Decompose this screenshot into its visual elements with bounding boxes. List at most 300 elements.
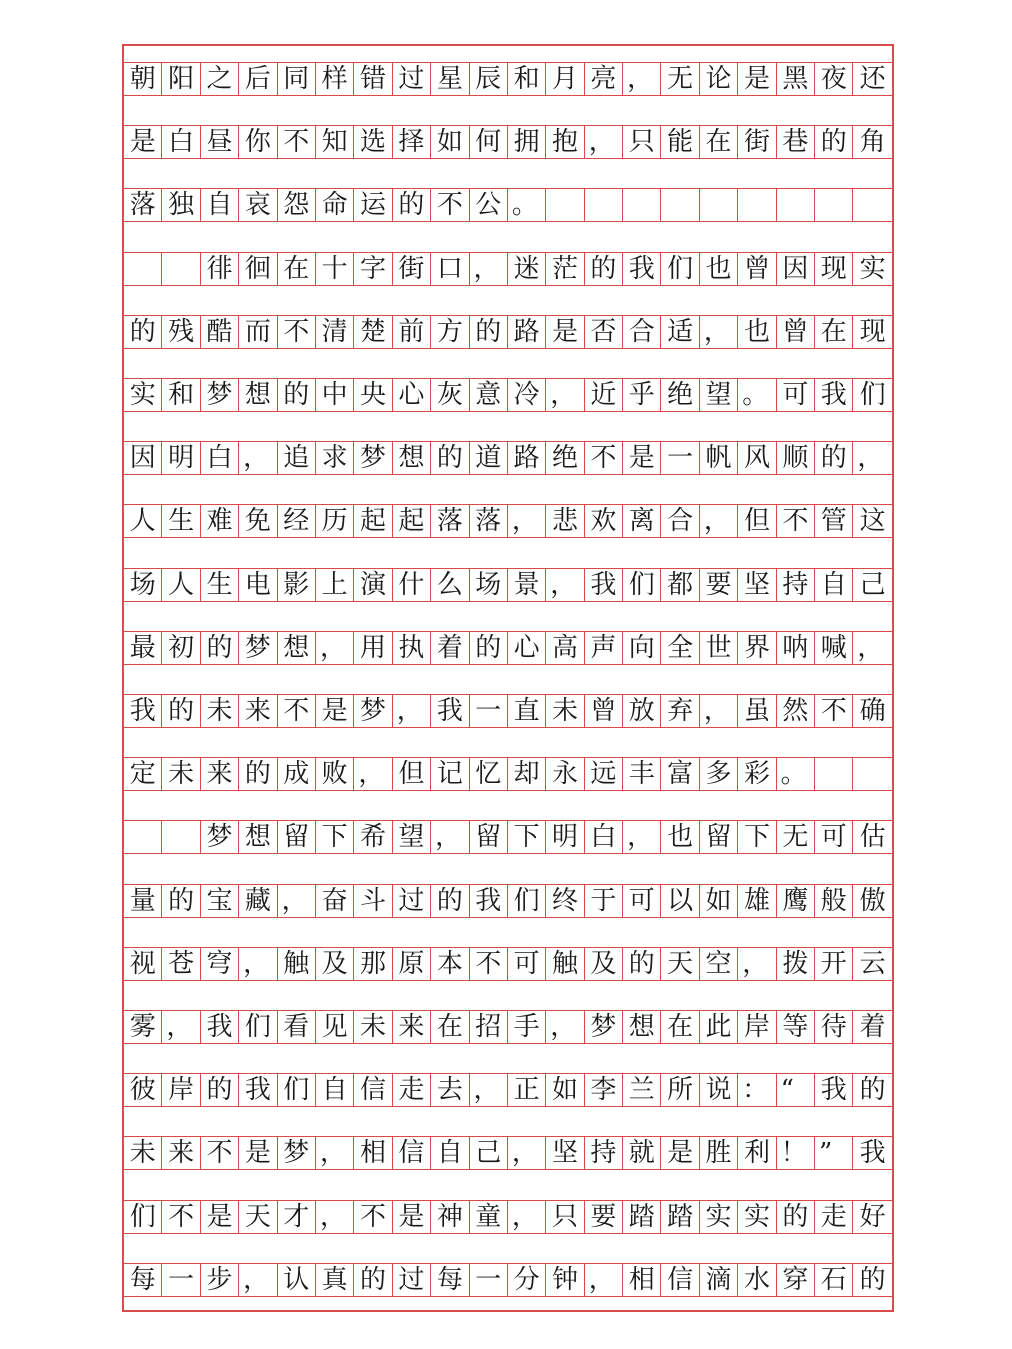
grid-cell: 起: [354, 505, 392, 537]
grid-cell: 一: [470, 695, 508, 727]
grid-cell: 拨: [777, 948, 815, 980]
grid-cell: 来: [393, 1011, 431, 1043]
grid-cell: 可: [508, 948, 546, 980]
grid-cell: 绝: [661, 379, 699, 411]
grid-cell: 。: [738, 379, 776, 411]
grid-cell: 现: [859, 316, 886, 347]
grid-cell: 生: [201, 569, 239, 601]
grid-cell: 世: [700, 632, 738, 664]
grid-cell: 抱: [546, 126, 584, 158]
grid-cell: [124, 821, 162, 853]
grid-cell: 未: [546, 695, 584, 727]
grid-cell: 们: [661, 253, 699, 285]
grid-cell: ：: [738, 1074, 776, 1106]
grid-cell: 但: [393, 758, 431, 790]
grid-cell: 在: [431, 1011, 469, 1043]
grid-cell: 可: [815, 821, 853, 853]
grid-cell: 可: [623, 885, 661, 917]
grid-cell: 自: [201, 189, 239, 221]
grid-cell: 意: [470, 379, 508, 411]
grid-cell: 最: [124, 632, 162, 664]
grid-cell: ，: [470, 253, 508, 285]
grid-cell: 童: [470, 1201, 508, 1233]
grid-cell: 却: [508, 758, 546, 790]
grid-cell: 合: [623, 316, 661, 348]
text-line: [124, 125, 892, 159]
grid-cell: 向: [623, 632, 661, 664]
grid-cell: 过: [393, 885, 431, 917]
grid-cell: 雾: [124, 1011, 162, 1043]
grid-cell: 坚: [738, 569, 776, 601]
grid-cell: 昼: [201, 126, 239, 158]
grid-cell: 胜: [700, 1137, 738, 1169]
grid-cell: 是: [124, 126, 162, 158]
grid-cell: 败: [316, 758, 354, 790]
grid-cell: 们: [508, 885, 546, 917]
grid-cell: 起: [393, 505, 431, 537]
grid-cell: 实: [738, 1201, 776, 1233]
grid-cell: 错: [354, 63, 392, 95]
grid-cell: 一: [661, 442, 699, 474]
grid-cell: 用: [354, 632, 392, 664]
grid-cell: 们: [124, 1201, 162, 1233]
grid-cell: 然: [777, 695, 815, 727]
grid-cell: 分: [508, 1264, 546, 1296]
grid-cell: 丰: [623, 758, 661, 790]
grid-cell: 估: [859, 822, 886, 853]
text-line: [124, 1010, 892, 1044]
grid-cell: 的: [239, 758, 277, 790]
grid-cell: 么: [431, 569, 469, 601]
grid-cell: 迷: [508, 253, 546, 285]
grid-cell: 的: [201, 1074, 239, 1106]
grid-cell: 自: [316, 1074, 354, 1106]
grid-cell: 免: [239, 505, 277, 537]
grid-cell: 也: [738, 316, 776, 348]
grid-cell: 于: [585, 885, 623, 917]
grid-cell: 前: [393, 316, 431, 348]
grid-cell: 留: [278, 821, 316, 853]
text-line: [124, 820, 892, 854]
grid-cell: 下: [316, 821, 354, 853]
grid-cell: ，: [546, 569, 584, 601]
grid-cell: 着: [431, 632, 469, 664]
grid-cell: 我: [815, 379, 853, 411]
grid-cell: 落: [124, 189, 162, 221]
text-line: [124, 504, 892, 538]
grid-cell: 此: [700, 1011, 738, 1043]
grid-cell: 永: [546, 758, 584, 790]
grid-cell: 穿: [777, 1264, 815, 1296]
grid-cell: 神: [431, 1201, 469, 1233]
grid-cell: 下: [508, 821, 546, 853]
grid-cell: 我: [623, 253, 661, 285]
grid-cell: 口: [431, 253, 469, 285]
grid-cell: 梦: [278, 1137, 316, 1169]
grid-cell: 才: [278, 1201, 316, 1233]
text-line: [124, 694, 892, 728]
grid-cell: 的: [777, 1201, 815, 1233]
grid-cell: 什: [393, 569, 431, 601]
grid-cell: 方: [431, 316, 469, 348]
composition-grid-paper: [122, 44, 894, 1312]
grid-cell: 待: [815, 1011, 853, 1043]
grid-cell: 高: [546, 632, 584, 664]
grid-cell: 所: [661, 1074, 699, 1106]
grid-cell: 如: [546, 1074, 584, 1106]
grid-cell: ”: [815, 1137, 853, 1169]
grid-cell: 论: [700, 63, 738, 95]
grid-cell: 自: [431, 1137, 469, 1169]
grid-cell: 阳: [162, 63, 200, 95]
grid-cell: 初: [162, 632, 200, 664]
grid-cell: 电: [239, 569, 277, 601]
grid-cell: 希: [354, 821, 392, 853]
grid-cell: 落: [431, 505, 469, 537]
grid-cell: 在: [815, 316, 853, 348]
grid-cell: 是: [239, 1137, 277, 1169]
grid-cell: 真: [316, 1264, 354, 1296]
grid-cell: ，: [623, 63, 661, 95]
grid-cell: 管: [815, 505, 853, 537]
grid-cell: 等: [777, 1011, 815, 1043]
text-line: [124, 1073, 892, 1107]
grid-cell: 街: [738, 126, 776, 158]
text-line: [124, 252, 892, 286]
grid-cell: 辰: [470, 63, 508, 95]
grid-cell: 生: [162, 505, 200, 537]
grid-cell: 我: [124, 695, 162, 727]
grid-cell: 灰: [431, 379, 469, 411]
grid-cell: 无: [777, 821, 815, 853]
grid-cell: 是: [738, 63, 776, 95]
grid-cell: 步: [201, 1264, 239, 1296]
grid-cell: ，: [393, 695, 431, 727]
grid-cell: 历: [316, 505, 354, 537]
grid-cell: 在: [700, 126, 738, 158]
grid-cell: 实: [124, 379, 162, 411]
grid-cell: 穹: [201, 948, 239, 980]
grid-cell: 残: [162, 316, 200, 348]
grid-cell: 但: [738, 505, 776, 537]
grid-cell: 难: [201, 505, 239, 537]
grid-cell: 角: [859, 127, 886, 158]
grid-cell: 的: [585, 253, 623, 285]
grid-cell: ，: [857, 632, 884, 663]
grid-cell: 傲: [859, 885, 886, 916]
grid-cell: 不: [354, 1201, 392, 1233]
grid-cell: 兰: [623, 1074, 661, 1106]
grid-cell: 要: [700, 569, 738, 601]
grid-cell: 未: [354, 1011, 392, 1043]
grid-cell: 那: [354, 948, 392, 980]
grid-cell: 的: [278, 379, 316, 411]
grid-cell: 现: [815, 253, 853, 285]
grid-cell: 因: [124, 442, 162, 474]
grid-cell: 都: [661, 569, 699, 601]
grid-cell: ，: [239, 442, 277, 474]
grid-cell: 公: [470, 189, 508, 221]
grid-cell: 无: [661, 63, 699, 95]
grid-cell: 触: [278, 948, 316, 980]
grid-cell: 利: [738, 1137, 776, 1169]
grid-cell: 人: [162, 569, 200, 601]
grid-cell: 的: [201, 632, 239, 664]
grid-cell: 不: [777, 505, 815, 537]
grid-cell: 我: [470, 885, 508, 917]
grid-cell: 来: [239, 695, 277, 727]
grid-cell: 梦: [239, 632, 277, 664]
grid-cell: 你: [239, 126, 277, 158]
grid-cell: [738, 189, 776, 221]
grid-cell: 宝: [201, 885, 239, 917]
grid-cell: 走: [815, 1201, 853, 1233]
grid-cell: 独: [162, 189, 200, 221]
grid-cell: 望: [700, 379, 738, 411]
grid-cell: 十: [316, 253, 354, 285]
grid-cell: 的: [124, 316, 162, 348]
grid-cell: 是: [316, 695, 354, 727]
grid-cell: 声: [585, 632, 623, 664]
grid-cell: 们: [623, 569, 661, 601]
grid-cell: 走: [393, 1074, 431, 1106]
grid-cell: 不: [278, 126, 316, 158]
grid-cell: 的: [815, 126, 853, 158]
grid-cell: ，: [508, 1137, 546, 1169]
text-line: [124, 1263, 892, 1297]
grid-cell: 弃: [661, 695, 699, 727]
grid-cell: 合: [661, 505, 699, 537]
grid-cell: ，: [857, 443, 884, 474]
grid-cell: 离: [623, 505, 661, 537]
text-line: [124, 378, 892, 412]
grid-cell: 量: [124, 885, 162, 917]
grid-cell: 场: [124, 569, 162, 601]
grid-cell: 拥: [508, 126, 546, 158]
grid-cell: 曾: [777, 316, 815, 348]
grid-cell: 奋: [316, 885, 354, 917]
grid-cell: 乎: [623, 379, 661, 411]
grid-cell: 远: [585, 758, 623, 790]
grid-cell: 白: [162, 126, 200, 158]
grid-cell: 望: [393, 821, 431, 853]
grid-cell: 是: [623, 442, 661, 474]
grid-cell: 路: [508, 442, 546, 474]
grid-cell: 每: [431, 1264, 469, 1296]
text-line: [124, 884, 892, 918]
text-line: [124, 947, 892, 981]
grid-cell: 空: [700, 948, 738, 980]
grid-cell: 一: [470, 1264, 508, 1296]
grid-cell: 还: [859, 64, 886, 94]
grid-cell: 风: [738, 442, 776, 474]
grid-cell: 。: [508, 189, 546, 221]
grid-cell: ，: [316, 1201, 354, 1233]
grid-cell: 苍: [162, 948, 200, 980]
grid-cell: 梦: [585, 1011, 623, 1043]
grid-cell: 留: [700, 821, 738, 853]
grid-cell: 滴: [700, 1264, 738, 1296]
grid-cell: 黑: [777, 63, 815, 95]
grid-cell: 认: [278, 1264, 316, 1296]
text-line: [124, 1136, 892, 1170]
grid-cell: 的: [354, 1264, 392, 1296]
grid-cell: 藏: [239, 885, 277, 917]
grid-cell: 白: [585, 821, 623, 853]
grid-cell: 可: [777, 379, 815, 411]
grid-cell: 每: [124, 1264, 162, 1296]
grid-cell: [853, 758, 891, 790]
text-line: [124, 1200, 892, 1234]
grid-cell: 开: [815, 948, 853, 980]
text-line: [124, 568, 892, 602]
grid-cell: [815, 758, 853, 790]
grid-cell: 也: [661, 821, 699, 853]
grid-cell: 街: [393, 253, 431, 285]
grid-cell: 何: [470, 126, 508, 158]
grid-cell: [661, 189, 699, 221]
grid-cell: 岸: [738, 1011, 776, 1043]
grid-cell: ，: [508, 1201, 546, 1233]
grid-cell: 后: [239, 63, 277, 95]
grid-cell: ，: [585, 126, 623, 158]
grid-cell: 如: [431, 126, 469, 158]
grid-cell: 坚: [546, 1137, 584, 1169]
grid-cell: 梦: [354, 442, 392, 474]
grid-cell: 在: [661, 1011, 699, 1043]
grid-cell: 来: [201, 758, 239, 790]
grid-cell: 我: [431, 695, 469, 727]
grid-cell: 界: [738, 632, 776, 664]
grid-cell: [546, 189, 584, 221]
grid-cell: 们: [239, 1011, 277, 1043]
grid-cell: ，: [700, 695, 738, 727]
grid-cell: 徘: [201, 253, 239, 285]
grid-cell: 留: [470, 821, 508, 853]
grid-cell: 我: [859, 1138, 886, 1169]
grid-cell: 想: [278, 632, 316, 664]
grid-cell: 不: [815, 695, 853, 727]
grid-cell: 成: [278, 758, 316, 790]
grid-cell: 去: [431, 1074, 469, 1106]
grid-cell: ，: [431, 821, 469, 853]
grid-cell: 想: [239, 379, 277, 411]
grid-cell: 的: [470, 632, 508, 664]
grid-cell: 顺: [777, 442, 815, 474]
grid-cell: 见: [316, 1011, 354, 1043]
grid-cell: 我: [815, 1074, 853, 1106]
grid-cell: 这: [859, 506, 886, 537]
text-line: [124, 631, 892, 665]
grid-cell: 央: [354, 379, 392, 411]
grid-cell: 招: [470, 1011, 508, 1043]
grid-cell: [700, 189, 738, 221]
grid-cell: 道: [470, 442, 508, 474]
grid-cell: [124, 253, 162, 285]
grid-cell: [585, 189, 623, 221]
grid-cell: ，: [162, 1011, 200, 1043]
grid-cell: 不: [431, 189, 469, 221]
grid-cell: 字: [354, 253, 392, 285]
grid-cell: 酷: [201, 316, 239, 348]
grid-cell: 信: [393, 1137, 431, 1169]
grid-cell: 未: [162, 758, 200, 790]
grid-cell: 好: [859, 1201, 886, 1232]
grid-cell: 中: [316, 379, 354, 411]
grid-cell: ，: [354, 758, 392, 790]
grid-cell: ，: [239, 1264, 277, 1296]
grid-cell: 我: [239, 1074, 277, 1106]
grid-cell: 是: [201, 1201, 239, 1233]
grid-cell: ！: [777, 1137, 815, 1169]
grid-cell: 原: [393, 948, 431, 980]
grid-cell: 手: [508, 1011, 546, 1043]
grid-cell: 的: [859, 1075, 886, 1106]
grid-cell: 楚: [354, 316, 392, 348]
text-line: [124, 757, 892, 791]
grid-cell: 的: [393, 189, 431, 221]
grid-cell: 自: [815, 569, 853, 601]
grid-cell: 未: [201, 695, 239, 727]
grid-cell: 斗: [354, 885, 392, 917]
grid-cell: 适: [661, 316, 699, 348]
grid-cell: 悲: [546, 505, 584, 537]
grid-cell: ，: [470, 1074, 508, 1106]
grid-cell: 择: [393, 126, 431, 158]
grid-cell: 李: [585, 1074, 623, 1106]
grid-cell: 的: [162, 885, 200, 917]
grid-cell: 白: [201, 442, 239, 474]
grid-cell: 定: [124, 758, 162, 790]
grid-cell: 而: [239, 316, 277, 348]
grid-cell: 过: [393, 63, 431, 95]
grid-cell: 云: [859, 948, 886, 979]
grid-cell: 终: [546, 885, 584, 917]
grid-cell: ，: [239, 948, 277, 980]
grid-cell: 雄: [738, 885, 776, 917]
grid-cell: 场: [470, 569, 508, 601]
grid-cell: 的: [431, 442, 469, 474]
grid-cell: 要: [585, 1201, 623, 1233]
grid-cell: 信: [354, 1074, 392, 1106]
grid-cell: ，: [316, 1137, 354, 1169]
grid-cell: 正: [508, 1074, 546, 1106]
grid-cell: [162, 253, 200, 285]
grid-cell: 钟: [546, 1264, 584, 1296]
grid-cell: 执: [393, 632, 431, 664]
grid-cell: 放: [623, 695, 661, 727]
grid-cell: 景: [508, 569, 546, 601]
grid-cell: 因: [777, 253, 815, 285]
grid-cell: ，: [546, 379, 584, 411]
grid-cell: 的: [470, 316, 508, 348]
grid-cell: 忆: [470, 758, 508, 790]
grid-cell: 月: [546, 63, 584, 95]
grid-cell: 的: [431, 885, 469, 917]
grid-cell: 心: [508, 632, 546, 664]
grid-cell: 相: [623, 1264, 661, 1296]
grid-cell: 想: [623, 1011, 661, 1043]
grid-cell: 经: [278, 505, 316, 537]
grid-cell: 只: [546, 1201, 584, 1233]
grid-cell: 不: [278, 316, 316, 348]
grid-cell: [623, 189, 661, 221]
text-line: [124, 441, 892, 475]
grid-cell: 的: [815, 442, 853, 474]
grid-cell: 夜: [815, 63, 853, 95]
grid-cell: 清: [316, 316, 354, 348]
grid-cell: 确: [859, 696, 886, 726]
